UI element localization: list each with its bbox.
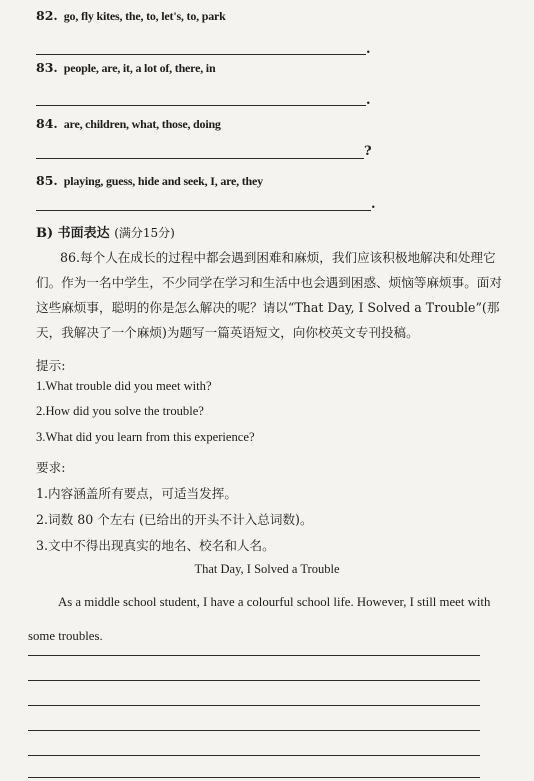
requirement-item: 3.文中不得出现真实的地名、校名和人名。 xyxy=(36,538,275,553)
answer-line-84[interactable] xyxy=(36,158,364,159)
answer-line-82[interactable] xyxy=(36,54,366,55)
question-words: people, are, it, a lot of, there, in xyxy=(63,61,216,75)
question-words: playing, guess, hide and seek, I, are, they xyxy=(63,174,263,188)
section-score: (满分15分) xyxy=(114,226,175,240)
question-number: 83. xyxy=(36,60,58,75)
question-83 xyxy=(36,60,215,76)
end-punctuation: ? xyxy=(364,144,372,159)
writing-line[interactable] xyxy=(28,730,480,731)
question-words: are, children, what, those, doing xyxy=(63,117,221,131)
requirements-label: 要求: xyxy=(36,460,66,475)
hint-item: 2.How did you solve the trouble? xyxy=(36,404,204,418)
question-number: 85. xyxy=(36,173,58,188)
section-heading xyxy=(36,222,175,241)
essay-opening: As a middle school student, I have a colourful school life. However, I still meet with some troubles. xyxy=(28,595,491,643)
hints-label: 提示: xyxy=(36,358,66,373)
question-85 xyxy=(36,173,263,189)
question-number: 82. xyxy=(36,8,58,23)
section-label: B) 书面表达 xyxy=(36,226,110,241)
requirement-item: 1.内容涵盖所有要点，可适当发挥。 xyxy=(36,486,237,501)
hint-item: 1.What trouble did you meet with? xyxy=(36,379,212,393)
writing-line[interactable] xyxy=(28,655,480,656)
requirement-item: 2.词数 80 个左右 (已给出的开头不计入总词数)。 xyxy=(36,512,313,527)
end-punctuation: . xyxy=(366,93,371,108)
end-punctuation: . xyxy=(366,42,371,57)
question-words: go, fly kites, the, to, let's, to, park xyxy=(63,9,226,23)
end-punctuation: . xyxy=(371,197,376,212)
writing-line[interactable] xyxy=(28,755,480,756)
writing-prompt: 86.每个人在成长的过程中都会遇到困难和麻烦，我们应该积极地解决和处理它们。作为一名中学生，不少同学在学习和生活中也会遇到困惑、烦恼等麻烦事。面对这些麻烦事，聪明的你是怎么解决的呢？请以“That Day, I Solved a Trouble”(那天，我解决了一个麻烦)为题写一篇英语短文，向你校英文专刊投稿。 xyxy=(36,250,502,340)
answer-line-85[interactable] xyxy=(36,210,371,211)
writing-line[interactable] xyxy=(28,705,480,706)
question-82 xyxy=(36,8,226,24)
essay-title: That Day, I Solved a Trouble xyxy=(194,562,340,576)
hint-item: 3.What did you learn from this experience? xyxy=(36,430,255,444)
answer-line-83[interactable] xyxy=(36,105,366,106)
writing-line[interactable] xyxy=(28,680,480,681)
question-number: 84. xyxy=(36,116,58,131)
question-84 xyxy=(36,116,221,132)
writing-line[interactable] xyxy=(28,777,480,778)
